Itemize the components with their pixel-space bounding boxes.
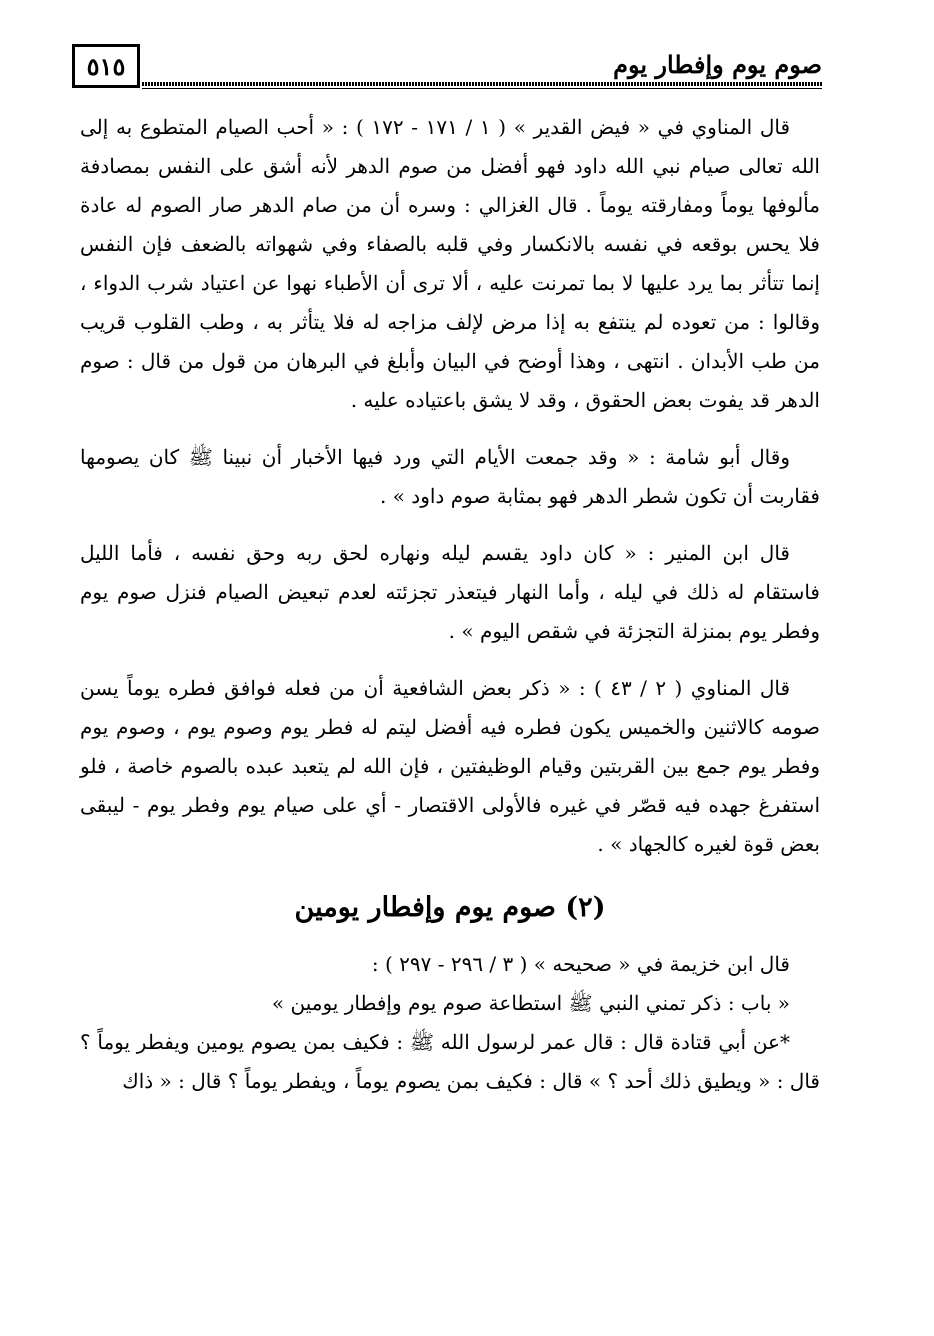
paragraph-ibn-khuzayma: قال ابن خزيمة في « صحيحه » ( ٣ / ٢٩٦ - ٢٩٧ ) : [371, 952, 790, 976]
page-number: ٥١٥ [72, 44, 140, 88]
running-title: صوم يوم وإفطار يوم [613, 50, 822, 79]
paragraph-munawi-faid: قال المناوي في « فيض القدير » ( ١ / ١٧١ - ١٧٢ ) : « أحب الصيام المتطوع به إلى الله تعالى صيام نبي الله داود فهو أفضل من صوم الدهر لأنه أشق على النفس بمصادفة مألوفها يوماً ومفارقته يوماً . قال الغزالي : وسره أن من صام الدهر صار الصوم له عادة فلا يحس بوقعه في نفسه بالانكسار وفي قلبه بالصفاء وفي شهواته بالضعف فإن النفس إنما تتأثر بما يرد عليها لا بما تمرنت عليه ، ألا ترى أن الأطباء نهوا عن اعتياد شرب الدواء ، وقالوا : من تعوده لم ينتفع به إذا مرض لإلف مزاجه له فلا يتأثر به ، وطب القلوب قريب من طب الأبدان . انتهى ، وهذا أوضح في البيان وأبلغ في البرهان من قول من قال : صوم الدهر قد يفوت بعض الحقوق ، وقد لا يشق باعتياده عليه . [80, 115, 820, 412]
header-rule [142, 82, 822, 86]
paragraph-hadith: *عن أبي قتادة قال : قال عمر لرسول الله ﷺ : فكيف بمن يصوم يومين ويفطر يوماً ؟ قال : « ويطيق ذلك أحد ؟ » قال : فكيف بمن يصوم يوماً ، ويفطر يوماً ؟ قال : « ذاك [80, 1030, 820, 1093]
page-header [72, 44, 822, 90]
paragraph-ibn-munir: قال ابن المنير : « كان داود يقسم ليله ونهاره لحق ربه وحق نفسه ، فأما الليل فاستقام له ذلك في ليله ، وأما النهار فيتعذر تجزئته لعدم تبعيض الصيام فنزل صوم يوم وفطر يوم بمنزلة التجزئة في شقص اليوم » . [80, 541, 820, 643]
paragraph-munawi-2: قال المناوي ( ٢ / ٤٣ ) : « ذكر بعض الشافعية أن من فعله فوافق فطره يوماً يسن صومه كالاثنين والخميس يكون فطره فيه أفضل ليتم له فطر يوم وصوم يوم ، وصوم يوم وفطر يوم جمع بين القربتين وقيام الوظيفتين ، فإن الله لم يتعبد عبده بالصوم خاصة ، فلو استفرغ جهده فيه قصّر في غيره فالأولى الاقتصار - أي على صيام يوم وفطر يوم - ليبقى بعض قوة لغيره كالجهاد » . [80, 676, 820, 856]
paragraph-bab: « باب : ذكر تمني النبي ﷺ استطاعة صوم يوم وإفطار يومين » [271, 991, 790, 1015]
header-rule-thin [142, 88, 822, 89]
page-body [80, 108, 820, 1101]
paragraph-abu-shama: وقال أبو شامة : « وقد جمعت الأيام التي ورد فيها الأخبار أن نبينا ﷺ كان يصومها فقاربت أن تكون شطر الدهر فهو بمثابة صوم داود » . [80, 445, 820, 508]
section-heading: (٢) صوم يوم وإفطار يومين [294, 892, 606, 923]
